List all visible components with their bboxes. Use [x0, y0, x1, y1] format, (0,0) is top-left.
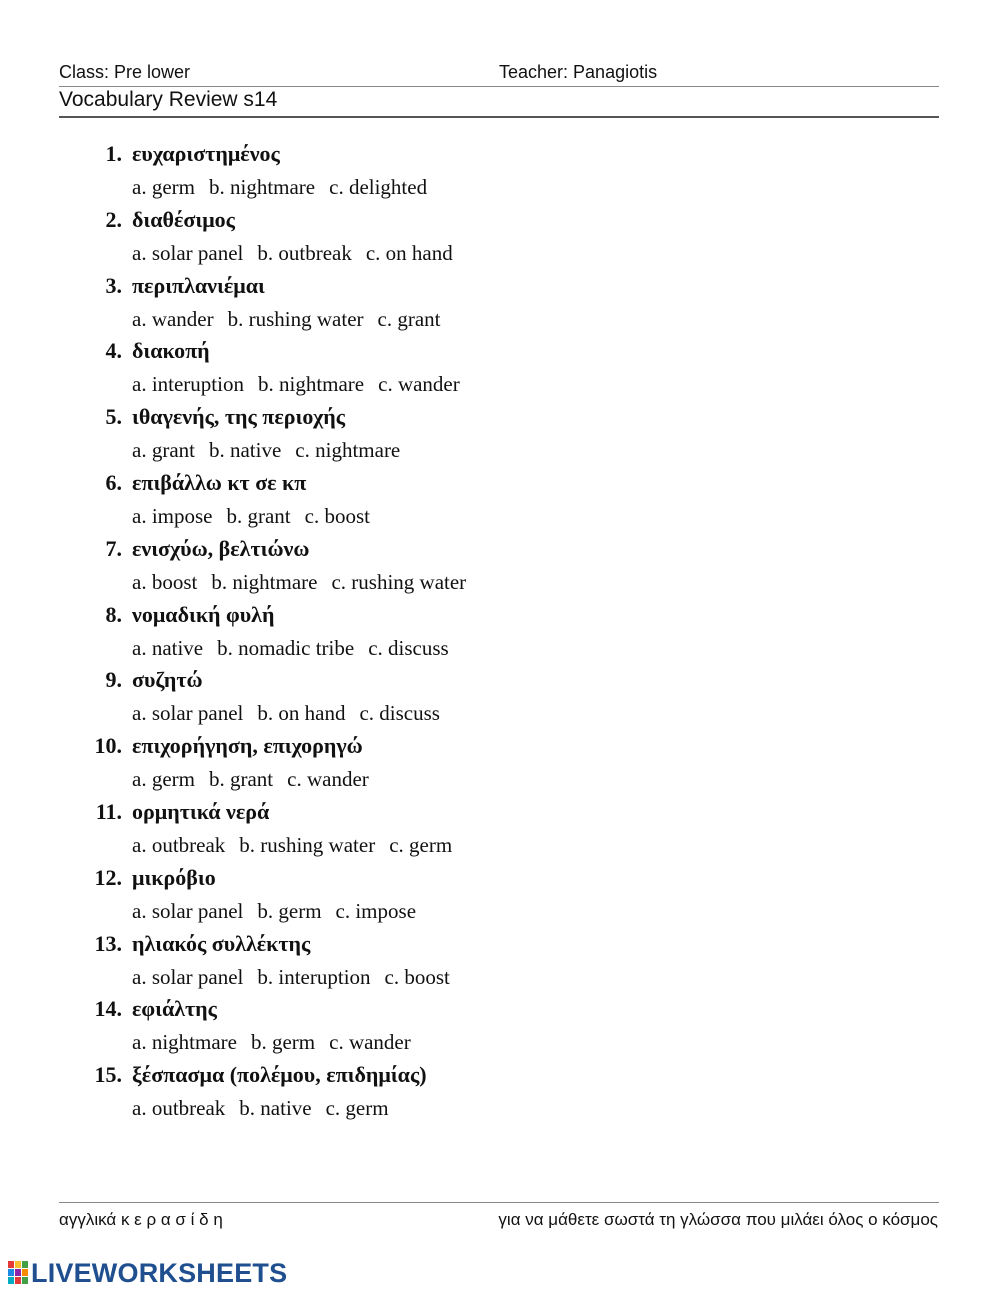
answer-option[interactable]: c. grant	[377, 306, 441, 331]
question-term: ενισχύω, βελτιώνω	[132, 535, 310, 561]
question-number: 1.	[105, 141, 122, 166]
answer-option[interactable]: c. on hand	[365, 240, 453, 265]
question-number: 4.	[105, 338, 122, 364]
footer-right-text: για να μάθετε σωστά τη γλώσσα που μιλάει όλος ο κόσμος	[498, 1210, 938, 1229]
answer-option[interactable]: b. nightmare	[257, 372, 365, 397]
question-term: ιθαγενής, της περιοχής	[132, 404, 346, 430]
question-number: 9.	[105, 667, 122, 693]
question-item	[0, 865, 1000, 931]
class-label: Class: Pre lower	[59, 62, 191, 82]
answer-option[interactable]: b. rushing water	[239, 832, 376, 857]
answer-options	[132, 767, 383, 792]
answer-option[interactable]: c. delighted	[329, 175, 428, 199]
answer-options	[132, 1030, 425, 1055]
answer-option[interactable]: a. interuption	[132, 372, 244, 397]
answer-options	[132, 570, 480, 595]
answer-options	[132, 241, 467, 266]
question-number: 15.	[94, 1062, 122, 1088]
answer-option[interactable]: a. solar panel	[132, 240, 244, 265]
question-item	[0, 273, 1000, 339]
question-term: εφιάλτης	[132, 996, 217, 1022]
answer-option[interactable]: a. impose	[132, 503, 213, 528]
answer-option[interactable]: c. wander	[329, 1030, 411, 1055]
answer-option[interactable]: a. solar panel	[132, 701, 244, 726]
question-item	[0, 1062, 1000, 1128]
question-item	[0, 733, 1000, 799]
answer-option[interactable]: a. nightmare	[132, 1030, 237, 1055]
answer-options	[132, 438, 414, 463]
logo-mark-icon	[8, 1261, 28, 1285]
question-term: ξέσπασμα (πολέμου, επιδημίας)	[132, 1062, 427, 1088]
answer-option[interactable]: c. germ	[325, 1096, 389, 1121]
footer-divider	[59, 1202, 939, 1203]
answer-option[interactable]: a. germ	[132, 175, 195, 199]
logo-text: LIVEWORKSHEETS	[31, 1257, 288, 1288]
answer-option[interactable]: b. germ	[257, 898, 322, 923]
answer-option[interactable]: b. on hand	[257, 701, 346, 726]
answer-option[interactable]: b. interuption	[257, 964, 371, 989]
question-term: μικρόβιο	[132, 864, 216, 890]
question-number: 7.	[105, 535, 122, 561]
question-item	[0, 536, 1000, 602]
question-list	[0, 141, 1000, 1128]
question-number: 14.	[94, 996, 122, 1022]
question-item	[0, 667, 1000, 733]
answer-option[interactable]: b. nomadic tribe	[217, 635, 355, 660]
question-number: 11.	[95, 798, 122, 824]
question-number: 8.	[105, 601, 122, 627]
question-term: διακοπή	[132, 338, 210, 364]
answer-options	[132, 372, 474, 397]
answer-option[interactable]: c. nightmare	[295, 438, 401, 463]
answer-options	[132, 965, 464, 990]
page-title: Vocabulary Review s14	[59, 88, 278, 111]
answer-options	[132, 175, 441, 200]
answer-option[interactable]: c. wander	[287, 767, 369, 792]
question-number: 12.	[94, 864, 122, 890]
question-term: επιχορήγηση, επιχορηγώ	[132, 733, 363, 759]
question-item	[0, 799, 1000, 865]
title-divider	[59, 116, 939, 118]
question-term: διαθέσιμος	[132, 206, 235, 232]
question-term: ορμητικά νερά	[132, 798, 270, 824]
question-number: 5.	[105, 404, 122, 430]
answer-options	[132, 899, 430, 924]
answer-option[interactable]: a. solar panel	[132, 898, 244, 923]
answer-options	[132, 504, 384, 529]
answer-option[interactable]: b. rushing water	[227, 306, 364, 331]
question-term: συζητώ	[132, 667, 203, 693]
question-term: ηλιακός συλλέκτης	[132, 930, 311, 956]
answer-option[interactable]: a. wander	[132, 306, 214, 331]
answer-option[interactable]: b. native	[208, 438, 282, 463]
question-item	[0, 338, 1000, 404]
answer-option[interactable]: a. solar panel	[132, 964, 244, 989]
answer-option[interactable]: b. germ	[250, 1030, 316, 1055]
answer-option[interactable]: a. outbreak	[132, 1096, 226, 1121]
answer-option[interactable]: c. rushing water	[331, 569, 467, 594]
question-term: επιβάλλω κτ σε κπ	[132, 469, 307, 495]
header-divider	[59, 86, 939, 87]
answer-option[interactable]: b. nightmare	[211, 569, 318, 594]
answer-option[interactable]: c. boost	[304, 503, 370, 528]
answer-option[interactable]: b. nightmare	[208, 175, 316, 199]
header-row	[59, 62, 939, 86]
liveworksheets-logo[interactable]	[8, 1258, 287, 1288]
answer-option[interactable]: b. grant	[208, 767, 274, 792]
answer-option[interactable]: c. impose	[335, 898, 417, 923]
question-item	[0, 141, 1000, 207]
question-item	[0, 207, 1000, 273]
question-item	[0, 931, 1000, 997]
question-number: 6.	[105, 469, 122, 495]
question-item	[0, 602, 1000, 668]
answer-options	[132, 1096, 403, 1121]
answer-option[interactable]: a. outbreak	[132, 832, 226, 857]
answer-option[interactable]: c. discuss	[368, 635, 449, 660]
answer-option[interactable]: b. outbreak	[257, 240, 352, 265]
question-number: 13.	[94, 930, 122, 956]
answer-option[interactable]: c. discuss	[359, 701, 440, 726]
answer-option[interactable]: a. native	[132, 635, 204, 660]
answer-option[interactable]: a. germ	[132, 767, 195, 792]
answer-options	[132, 307, 455, 332]
answer-options	[132, 833, 466, 858]
question-item	[0, 996, 1000, 1062]
question-item	[0, 404, 1000, 470]
question-term: νομαδική φυλή	[132, 601, 275, 627]
question-item	[0, 470, 1000, 536]
question-number: 2.	[105, 206, 122, 232]
answer-option[interactable]: b. grant	[226, 503, 291, 528]
question-term: περιπλανιέμαι	[132, 272, 265, 298]
answer-option[interactable]: a. grant	[132, 438, 195, 463]
question-number: 3.	[105, 272, 122, 298]
footer-left-text: αγγλικά κ ε ρ α σ ί δ η	[59, 1210, 223, 1229]
answer-option[interactable]: b. native	[239, 1096, 312, 1121]
question-term: ευχαριστημένος	[132, 141, 280, 166]
answer-option[interactable]: c. wander	[378, 372, 460, 397]
answer-option[interactable]: c. boost	[384, 964, 450, 989]
answer-options	[132, 701, 454, 726]
teacher-label: Teacher: Panagiotis	[499, 62, 658, 82]
answer-options	[132, 636, 463, 661]
answer-option[interactable]: a. boost	[132, 569, 198, 594]
answer-option[interactable]: c. germ	[389, 832, 453, 857]
question-number: 10.	[94, 733, 122, 759]
